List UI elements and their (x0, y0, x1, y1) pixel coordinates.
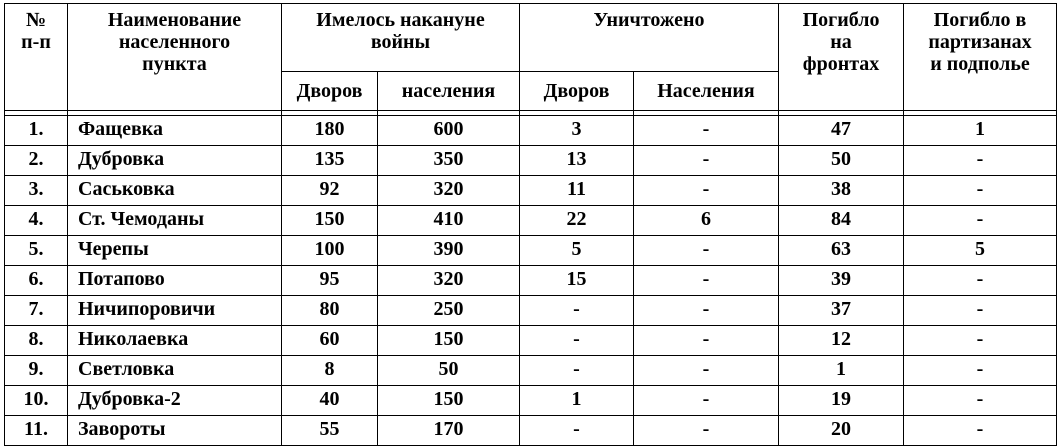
row-died-fronts: 19 (779, 386, 904, 416)
row-had-yards: 150 (282, 206, 378, 236)
table-row (5, 356, 1057, 386)
row-had-population: 390 (378, 236, 520, 266)
row-destroyed-yards: - (520, 296, 634, 326)
row-destroyed-population: - (634, 416, 779, 446)
row-died-partisans: - (904, 326, 1057, 356)
row-num: 9. (5, 356, 68, 386)
row-name: Николаевка (68, 326, 282, 356)
row-died-fronts: 37 (779, 296, 904, 326)
row-had-yards: 180 (282, 116, 378, 146)
row-died-partisans: - (904, 386, 1057, 416)
row-had-yards: 95 (282, 266, 378, 296)
row-died-partisans: 1 (904, 116, 1057, 146)
row-had-yards: 55 (282, 416, 378, 446)
row-num: 2. (5, 146, 68, 176)
row-num: 6. (5, 266, 68, 296)
row-died-fronts: 1 (779, 356, 904, 386)
row-name: Ничипоровичи (68, 296, 282, 326)
row-had-population: 170 (378, 416, 520, 446)
row-name: Черепы (68, 236, 282, 266)
row-destroyed-yards: 5 (520, 236, 634, 266)
row-had-population: 600 (378, 116, 520, 146)
row-destroyed-population: - (634, 116, 779, 146)
row-destroyed-yards: - (520, 416, 634, 446)
row-died-partisans: - (904, 176, 1057, 206)
row-num: 11. (5, 416, 68, 446)
header-died-partisans: Погибло в партизанах и подполье (904, 4, 1057, 111)
row-num: 1. (5, 116, 68, 146)
row-name: Завороты (68, 416, 282, 446)
row-destroyed-yards: 22 (520, 206, 634, 236)
row-destroyed-yards: 11 (520, 176, 634, 206)
row-destroyed-population: - (634, 236, 779, 266)
row-had-population: 410 (378, 206, 520, 236)
row-had-yards: 100 (282, 236, 378, 266)
subheader-destroyed-population: Населения (634, 72, 779, 111)
document-page (4, 3, 1057, 446)
table-row (5, 116, 1057, 146)
row-had-population: 320 (378, 266, 520, 296)
row-destroyed-yards: - (520, 326, 634, 356)
row-died-fronts: 50 (779, 146, 904, 176)
header-died-fronts: Погибло на фронтах (779, 4, 904, 111)
table-row (5, 146, 1057, 176)
row-died-fronts: 39 (779, 266, 904, 296)
table-row (5, 236, 1057, 266)
row-name: Дубровка (68, 146, 282, 176)
row-died-fronts: 63 (779, 236, 904, 266)
row-num: 8. (5, 326, 68, 356)
row-died-partisans: - (904, 416, 1057, 446)
table-header (5, 4, 1057, 116)
table-row (5, 296, 1057, 326)
row-died-fronts: 12 (779, 326, 904, 356)
row-had-yards: 135 (282, 146, 378, 176)
row-had-yards: 40 (282, 386, 378, 416)
row-had-yards: 92 (282, 176, 378, 206)
row-had-population: 50 (378, 356, 520, 386)
row-died-partisans: 5 (904, 236, 1057, 266)
header-destroyed: Уничтожено (520, 4, 779, 72)
row-name: Фащевка (68, 116, 282, 146)
row-had-yards: 80 (282, 296, 378, 326)
table-row (5, 176, 1057, 206)
row-died-partisans: - (904, 146, 1057, 176)
subheader-had-yards: Дворов (282, 72, 378, 111)
row-destroyed-population: - (634, 266, 779, 296)
row-had-population: 320 (378, 176, 520, 206)
row-had-population: 150 (378, 386, 520, 416)
row-destroyed-population: - (634, 296, 779, 326)
table-row (5, 386, 1057, 416)
row-destroyed-yards: 13 (520, 146, 634, 176)
row-name: Светловка (68, 356, 282, 386)
row-had-yards: 60 (282, 326, 378, 356)
header-had-before-war: Имелось накануне войны (282, 4, 520, 72)
table-row (5, 326, 1057, 356)
table-row (5, 416, 1057, 446)
row-had-population: 350 (378, 146, 520, 176)
row-died-fronts: 38 (779, 176, 904, 206)
row-destroyed-yards: - (520, 356, 634, 386)
row-num: 5. (5, 236, 68, 266)
losses-table (4, 3, 1057, 446)
row-died-partisans: - (904, 296, 1057, 326)
row-destroyed-population: - (634, 176, 779, 206)
row-died-fronts: 20 (779, 416, 904, 446)
row-died-fronts: 84 (779, 206, 904, 236)
row-name: Дубровка-2 (68, 386, 282, 416)
row-died-fronts: 47 (779, 116, 904, 146)
header-name: Наименование населенного пункта (68, 4, 282, 111)
table-body (5, 116, 1057, 446)
row-died-partisans: - (904, 206, 1057, 236)
row-name: Потапово (68, 266, 282, 296)
header-num: № п-п (5, 4, 68, 111)
subheader-had-population: населения (378, 72, 520, 111)
row-num: 10. (5, 386, 68, 416)
row-destroyed-population: - (634, 326, 779, 356)
row-destroyed-yards: 3 (520, 116, 634, 146)
table-row (5, 206, 1057, 236)
row-destroyed-population: - (634, 146, 779, 176)
row-had-population: 250 (378, 296, 520, 326)
row-num: 7. (5, 296, 68, 326)
row-name: Ст. Чемоданы (68, 206, 282, 236)
row-had-population: 150 (378, 326, 520, 356)
subheader-destroyed-yards: Дворов (520, 72, 634, 111)
row-name: Саськовка (68, 176, 282, 206)
row-destroyed-population: - (634, 386, 779, 416)
row-died-partisans: - (904, 356, 1057, 386)
row-destroyed-yards: 15 (520, 266, 634, 296)
row-destroyed-population: 6 (634, 206, 779, 236)
row-destroyed-population: - (634, 356, 779, 386)
table-row (5, 266, 1057, 296)
row-died-partisans: - (904, 266, 1057, 296)
row-num: 3. (5, 176, 68, 206)
row-destroyed-yards: 1 (520, 386, 634, 416)
row-num: 4. (5, 206, 68, 236)
row-had-yards: 8 (282, 356, 378, 386)
